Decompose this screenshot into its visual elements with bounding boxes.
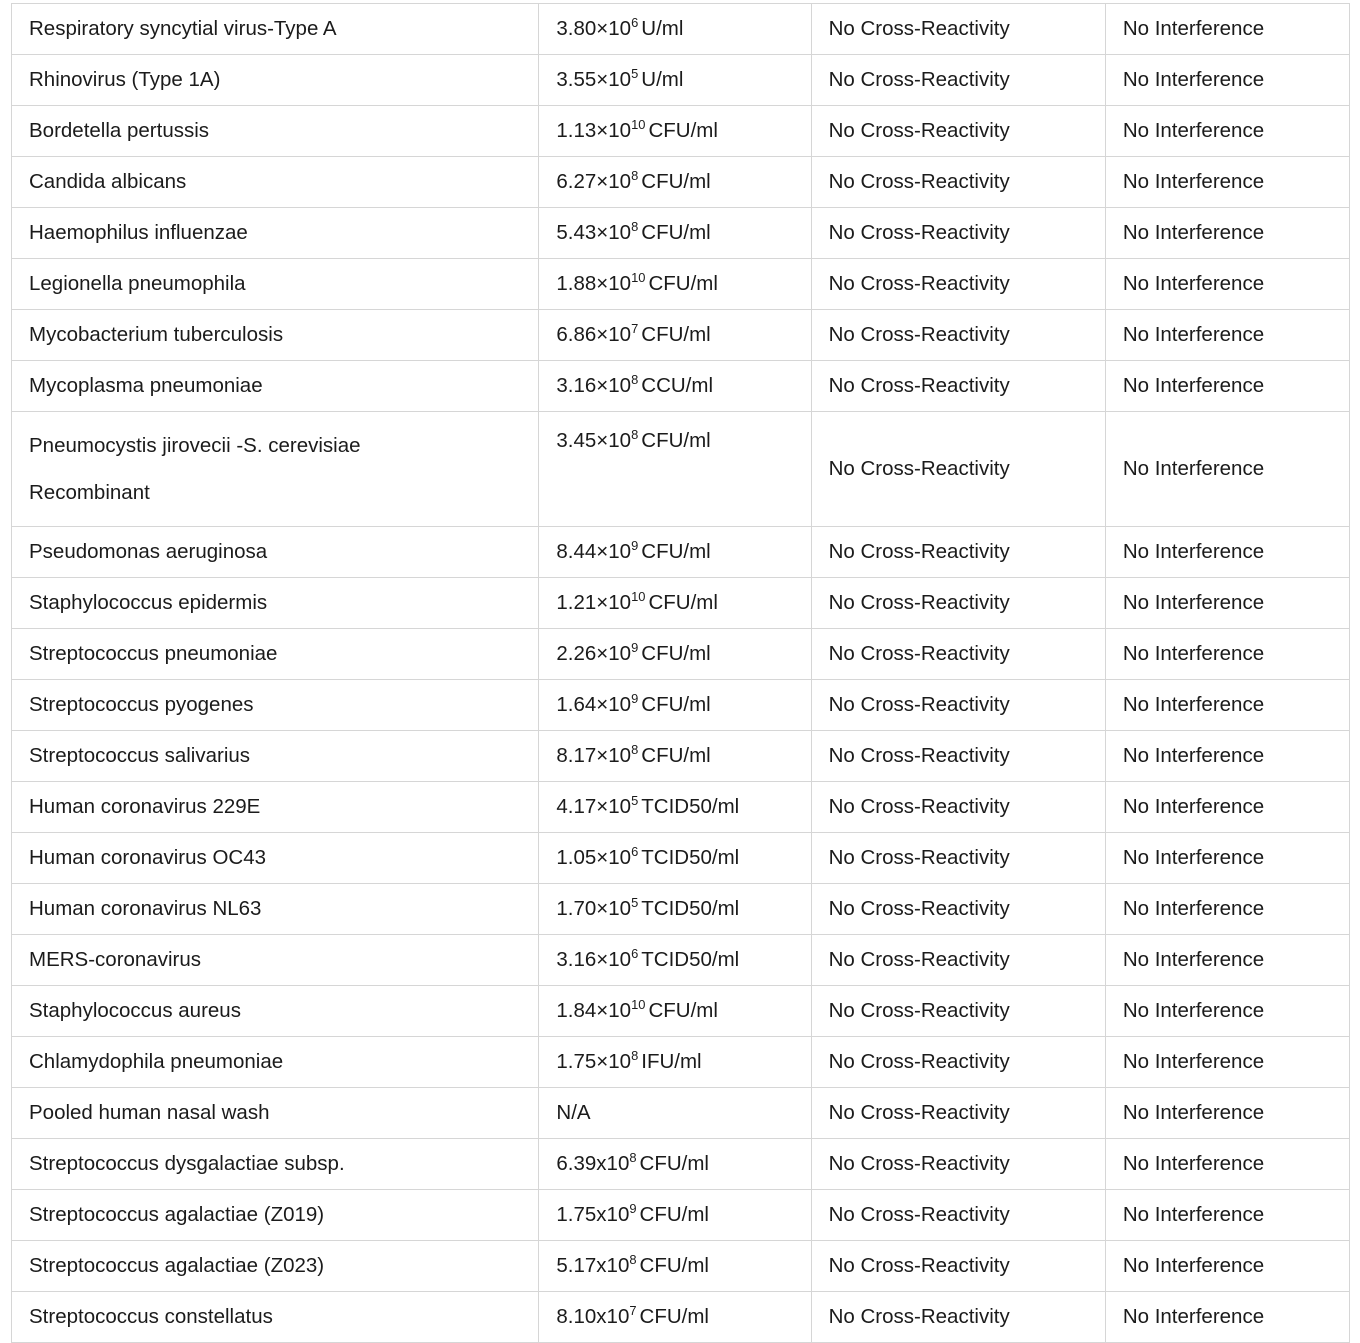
cell-organism [12,578,539,629]
organism-name: Pneumocystis jirovecii -S. cerevisiae [29,433,361,457]
cell-cross-reactivity: No Cross-Reactivity [811,4,1105,55]
organism-name: Streptococcus dysgalactiae subsp. [29,1152,345,1176]
concentration-mantissa: 3.80×10 [556,17,632,41]
cell-concentration [539,361,811,412]
concentration-unit: CFU/ml [648,272,718,296]
concentration-mantissa: 5.17x10 [556,1254,630,1278]
table-row [12,55,1350,106]
table-row [12,1190,1350,1241]
cell-interference: No Interference [1105,731,1349,782]
concentration-unit: CFU/ml [641,221,711,245]
concentration-mantissa: N/A [556,1101,591,1125]
cell-concentration [539,680,811,731]
cell-cross-reactivity: No Cross-Reactivity [811,1292,1105,1343]
concentration-mantissa: 4.17×10 [556,795,632,819]
cell-cross-reactivity: No Cross-Reactivity [811,157,1105,208]
cell-concentration [539,1139,811,1190]
concentration-unit: TCID50/ml [641,846,740,870]
cell-cross-reactivity: No Cross-Reactivity [811,680,1105,731]
cell-organism [12,1139,539,1190]
organism-name: Chlamydophila pneumoniae [29,1050,284,1074]
cell-interference: No Interference [1105,680,1349,731]
cell-organism [12,833,539,884]
concentration-exponent: 9 [631,691,639,707]
cell-cross-reactivity: No Cross-Reactivity [811,55,1105,106]
concentration-mantissa: 3.16×10 [556,948,632,972]
concentration-mantissa: 8.17×10 [556,744,632,768]
concentration-mantissa: 1.70×10 [556,897,632,921]
concentration-mantissa: 3.55×10 [556,68,632,92]
table-row [12,4,1350,55]
cell-organism [12,310,539,361]
organism-name: Streptococcus agalactiae (Z023) [29,1254,325,1278]
table-row [12,782,1350,833]
cell-cross-reactivity: No Cross-Reactivity [811,1037,1105,1088]
concentration-unit: CFU/ml [641,429,711,452]
table-row [12,106,1350,157]
cell-interference: No Interference [1105,55,1349,106]
cell-concentration [539,106,811,157]
cell-organism [12,986,539,1037]
cell-cross-reactivity: No Cross-Reactivity [811,259,1105,310]
organism-name: Human coronavirus NL63 [29,897,262,921]
table-row [12,310,1350,361]
cell-cross-reactivity: No Cross-Reactivity [811,731,1105,782]
concentration-mantissa: 3.16×10 [556,374,632,398]
concentration-exponent: 6 [631,15,639,31]
table-row [12,157,1350,208]
concentration-exponent: 7 [629,1303,637,1319]
cell-concentration [539,259,811,310]
cell-organism [12,782,539,833]
cell-organism [12,55,539,106]
cell-organism [12,1088,539,1139]
concentration-unit: CFU/ml [639,1203,709,1227]
cross-reactivity-table-container [11,3,1350,1343]
cell-interference: No Interference [1105,935,1349,986]
cell-concentration [539,1241,811,1292]
organism-name: Streptococcus pneumoniae [29,642,278,666]
cell-interference: No Interference [1105,1241,1349,1292]
cell-interference: No Interference [1105,782,1349,833]
concentration-unit: CFU/ml [639,1305,709,1329]
organism-name: MERS-coronavirus [29,948,202,972]
concentration-exponent: 8 [631,427,639,443]
cell-concentration [539,986,811,1037]
organism-name: Staphylococcus epidermis [29,591,268,615]
concentration-unit: CFU/ml [648,999,718,1023]
organism-name: Mycobacterium tuberculosis [29,323,284,347]
cell-concentration [539,310,811,361]
organism-name: Haemophilus influenzae [29,221,248,245]
cell-cross-reactivity: No Cross-Reactivity [811,1190,1105,1241]
cell-organism [12,361,539,412]
organism-name: Respiratory syncytial virus-Type A [29,17,337,41]
table-row [12,578,1350,629]
concentration-mantissa: 1.88×10 [556,272,632,296]
organism-name: Candida albicans [29,170,187,194]
cell-concentration [539,1037,811,1088]
organism-name-line2: Recombinant [29,481,150,504]
cell-concentration [539,833,811,884]
cell-concentration [539,527,811,578]
cell-cross-reactivity: No Cross-Reactivity [811,208,1105,259]
concentration-mantissa: 1.21×10 [556,591,632,615]
concentration-unit: CFU/ml [641,642,711,666]
cell-organism [12,412,539,527]
organism-name: Human coronavirus 229E [29,795,261,819]
concentration-mantissa: 8.44×10 [556,540,632,564]
cell-concentration [539,935,811,986]
table-row [12,884,1350,935]
cell-cross-reactivity: No Cross-Reactivity [811,361,1105,412]
organism-name: Streptococcus constellatus [29,1305,273,1329]
concentration-exponent: 10 [631,589,646,605]
concentration-mantissa: 6.39x10 [556,1152,630,1176]
table-row [12,412,1350,527]
cell-concentration [539,578,811,629]
concentration-mantissa: 1.75x10 [556,1203,630,1227]
concentration-exponent: 5 [631,66,639,82]
cell-organism [12,884,539,935]
concentration-mantissa: 1.64×10 [556,693,632,717]
cross-reactivity-table [11,3,1350,1343]
organism-name: Staphylococcus aureus [29,999,241,1023]
cell-interference: No Interference [1105,527,1349,578]
cell-cross-reactivity: No Cross-Reactivity [811,1139,1105,1190]
organism-name: Human coronavirus OC43 [29,846,266,870]
organism-name: Rhinovirus (Type 1A) [29,68,221,92]
cell-interference: No Interference [1105,106,1349,157]
cell-interference: No Interference [1105,1037,1349,1088]
concentration-exponent: 8 [631,742,639,758]
cell-organism [12,680,539,731]
cell-concentration [539,884,811,935]
concentration-exponent: 8 [629,1252,637,1268]
concentration-unit: IFU/ml [641,1050,702,1074]
cell-cross-reactivity: No Cross-Reactivity [811,935,1105,986]
table-row [12,731,1350,782]
concentration-exponent: 7 [631,321,639,337]
concentration-exponent: 9 [629,1201,637,1217]
cell-cross-reactivity: No Cross-Reactivity [811,527,1105,578]
table-row [12,259,1350,310]
concentration-exponent: 9 [631,538,639,554]
concentration-mantissa: 6.27×10 [556,170,632,194]
concentration-mantissa: 1.75×10 [556,1050,632,1074]
concentration-exponent: 5 [631,895,639,911]
table-row [12,1241,1350,1292]
cell-interference: No Interference [1105,1190,1349,1241]
cell-cross-reactivity: No Cross-Reactivity [811,782,1105,833]
cell-concentration [539,1190,811,1241]
cell-organism [12,4,539,55]
concentration-unit: CFU/ml [639,1152,709,1176]
cell-cross-reactivity: No Cross-Reactivity [811,412,1105,527]
cell-concentration [539,4,811,55]
organism-name: Pseudomonas aeruginosa [29,540,268,564]
organism-name: Streptococcus pyogenes [29,693,254,717]
concentration-unit: TCID50/ml [641,897,740,921]
organism-name: Streptococcus salivarius [29,744,251,768]
concentration-unit: U/ml [641,68,684,92]
table-row [12,527,1350,578]
cell-interference: No Interference [1105,629,1349,680]
cell-interference: No Interference [1105,1292,1349,1343]
cell-cross-reactivity: No Cross-Reactivity [811,629,1105,680]
cell-concentration [539,208,811,259]
cell-organism [12,157,539,208]
concentration-exponent: 9 [631,640,639,656]
concentration-mantissa: 1.05×10 [556,846,632,870]
cell-interference: No Interference [1105,1139,1349,1190]
cell-interference: No Interference [1105,310,1349,361]
cell-organism [12,1037,539,1088]
table-row [12,833,1350,884]
cell-organism [12,527,539,578]
cell-cross-reactivity: No Cross-Reactivity [811,310,1105,361]
cell-interference: No Interference [1105,986,1349,1037]
concentration-unit: U/ml [641,17,684,41]
concentration-mantissa: 1.13×10 [556,119,632,143]
concentration-exponent: 5 [631,793,639,809]
concentration-unit: CFU/ml [648,591,718,615]
cell-cross-reactivity: No Cross-Reactivity [811,106,1105,157]
cell-organism [12,1292,539,1343]
table-row [12,1292,1350,1343]
table-row [12,208,1350,259]
table-row [12,1139,1350,1190]
concentration-unit: CFU/ml [641,323,711,347]
concentration-mantissa: 5.43×10 [556,221,632,245]
cell-concentration [539,1088,811,1139]
cell-interference: No Interference [1105,259,1349,310]
cell-interference: No Interference [1105,833,1349,884]
concentration-exponent: 8 [629,1150,637,1166]
cell-organism [12,1241,539,1292]
cell-cross-reactivity: No Cross-Reactivity [811,578,1105,629]
concentration-exponent: 8 [631,372,639,388]
concentration-exponent: 6 [631,946,639,962]
concentration-exponent: 8 [631,168,639,184]
concentration-mantissa: 6.86×10 [556,323,632,347]
concentration-mantissa: 3.45×10 [556,429,632,452]
concentration-exponent: 6 [631,844,639,860]
cell-interference: No Interference [1105,1088,1349,1139]
concentration-exponent: 8 [631,219,639,235]
organism-name: Mycoplasma pneumoniae [29,374,263,398]
concentration-unit: CFU/ml [648,119,718,143]
organism-name: Streptococcus agalactiae (Z019) [29,1203,325,1227]
concentration-exponent: 10 [631,117,646,133]
cell-concentration [539,629,811,680]
concentration-unit: TCID50/ml [641,795,740,819]
organism-name: Legionella pneumophila [29,272,246,296]
concentration-unit: CFU/ml [641,744,711,768]
cell-concentration [539,157,811,208]
table-body [12,4,1350,1343]
cell-interference: No Interference [1105,578,1349,629]
table-row [12,1037,1350,1088]
cell-interference: No Interference [1105,208,1349,259]
organism-name: Pooled human nasal wash [29,1101,270,1125]
concentration-unit: CFU/ml [641,540,711,564]
concentration-unit: CCU/ml [641,374,714,398]
concentration-unit: CFU/ml [641,693,711,717]
table-row [12,986,1350,1037]
organism-name: Bordetella pertussis [29,119,210,143]
cell-interference: No Interference [1105,412,1349,527]
cell-organism [12,731,539,782]
concentration-mantissa: 8.10x10 [556,1305,630,1329]
cell-cross-reactivity: No Cross-Reactivity [811,986,1105,1037]
cell-interference: No Interference [1105,157,1349,208]
concentration-mantissa: 1.84×10 [556,999,632,1023]
cell-concentration [539,782,811,833]
cell-concentration [539,55,811,106]
cell-interference: No Interference [1105,884,1349,935]
table-row [12,935,1350,986]
cell-concentration [539,1292,811,1343]
concentration-exponent: 10 [631,997,646,1013]
concentration-exponent: 8 [631,1048,639,1064]
cell-interference: No Interference [1105,4,1349,55]
cell-concentration [539,731,811,782]
concentration-unit: CFU/ml [641,170,711,194]
cell-concentration [539,412,811,527]
cell-cross-reactivity: No Cross-Reactivity [811,884,1105,935]
cell-organism [12,1190,539,1241]
cell-organism [12,208,539,259]
cell-organism [12,935,539,986]
cell-organism [12,259,539,310]
concentration-unit: CFU/ml [639,1254,709,1278]
table-row [12,629,1350,680]
cell-cross-reactivity: No Cross-Reactivity [811,833,1105,884]
concentration-mantissa: 2.26×10 [556,642,632,666]
cell-cross-reactivity: No Cross-Reactivity [811,1088,1105,1139]
cell-organism [12,629,539,680]
table-row [12,361,1350,412]
cell-organism [12,106,539,157]
table-row [12,680,1350,731]
table-row [12,1088,1350,1139]
concentration-unit: TCID50/ml [641,948,740,972]
cell-interference: No Interference [1105,361,1349,412]
concentration-exponent: 10 [631,270,646,286]
cell-cross-reactivity: No Cross-Reactivity [811,1241,1105,1292]
